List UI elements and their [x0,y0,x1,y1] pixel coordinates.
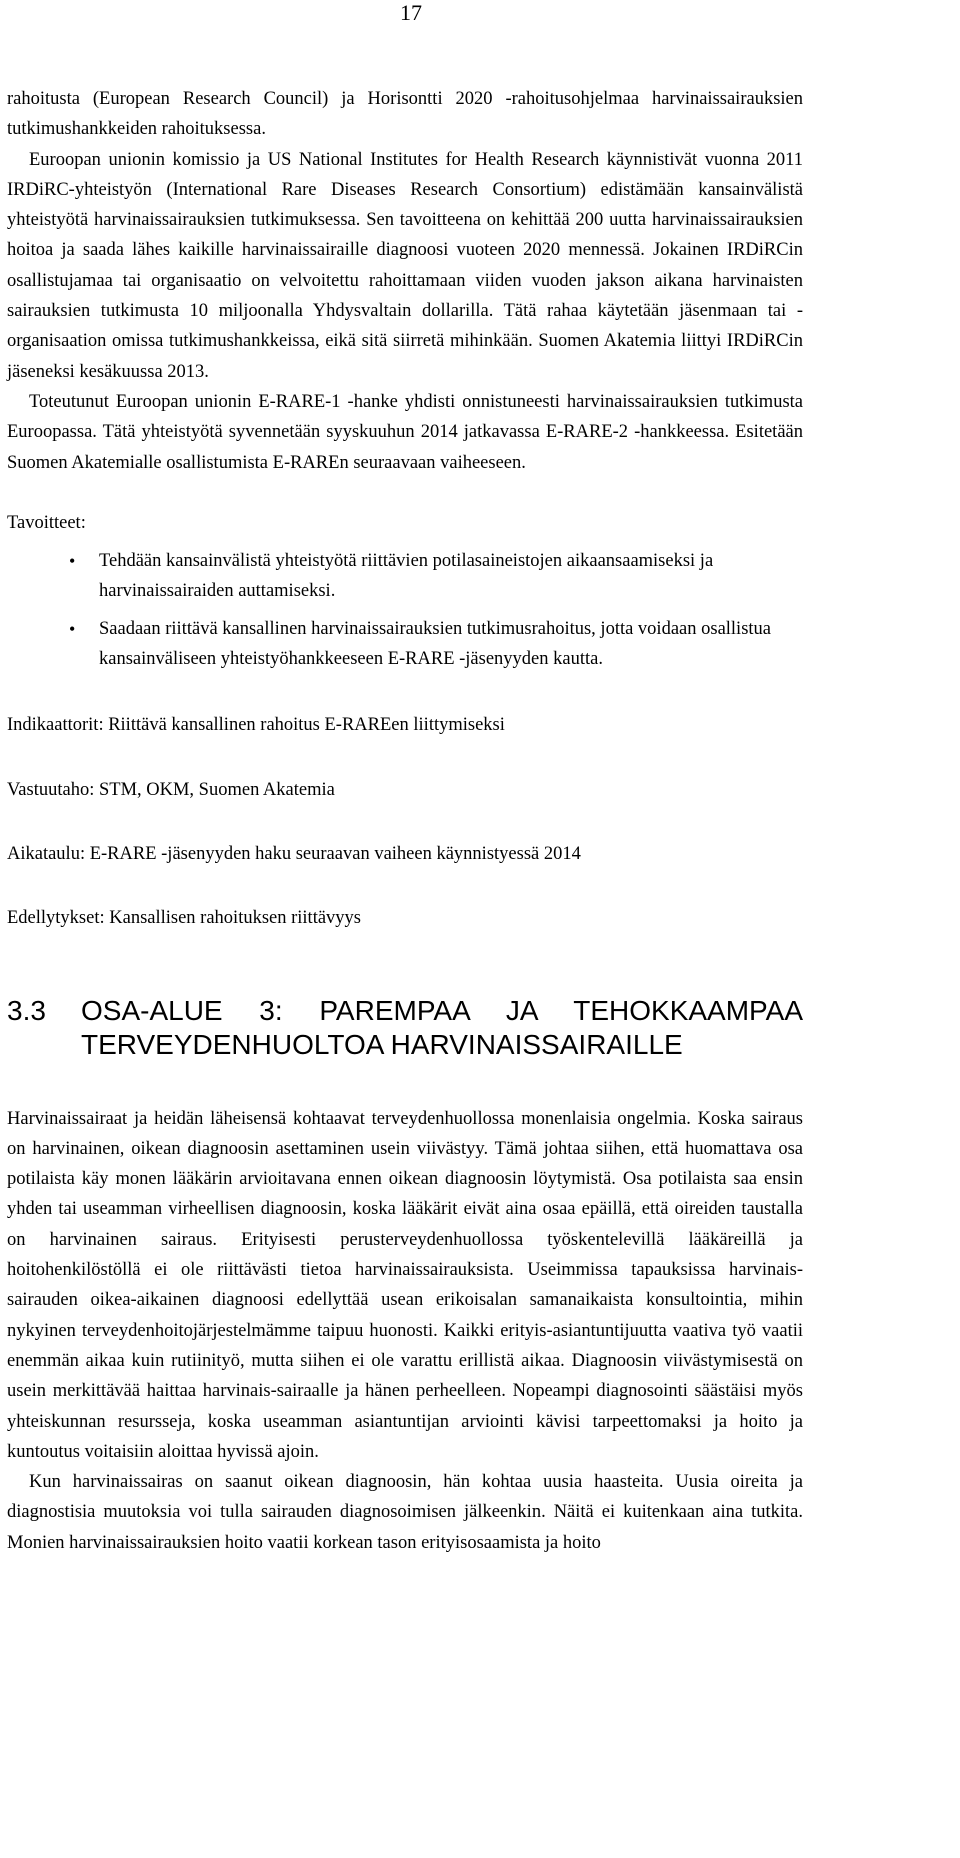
intro-paragraph-1: rahoitusta (European Research Council) ja Horisontti 2020 -rahoitusohjelmaa harvinaissairauksien tutkimushankkeiden rahoituksessa. [7,89,803,140]
bullet-icon: • [69,551,76,572]
responsible-line: Vastuutaho: STM, OKM, Suomen Akatemia [7,779,335,800]
goal-text: Saadaan riittävä kansallinen harvinaissairauksien tutkimusrahoitus, jotta voidaan osallistua kansainväliseen yhteistyöhankkeeseen E-RARE -jäsenyyden kautta. [99,618,771,670]
page-content [7,84,803,1558]
goal-text: Tehdään kansainvälistä yhteistyötä riittävien potilasaineistojen aikaansaamiseksi ja harvinaissairaiden auttamiseksi. [99,551,714,602]
bullet-icon: • [69,618,76,639]
prerequisites-line: Edellytykset: Kansallisen rahoituksen riittävyys [7,908,362,929]
goals-list [7,546,803,674]
section-body [7,1104,803,1558]
section-number: 3.3 [7,994,46,1026]
goal-item [7,546,803,607]
section-paragraph-1: Harvinaissairaat ja heidän läheisensä kohtaavat terveydenhuollossa monenlaisia ongelmia. Koska sairaus on harvinainen, oikean diagnoosin asettaminen usein viivästyy. Tämä johtaa siihen, että huomattava osa potilaista käy monen lääkärin arvioitavana ennen oikean diagnoosin löytymistä. Osa potilaista saa ensin yhden tai useamman virheellisen diagnoosin, koska lääkärit eivät aina osaa epäillä, että oireiden taustalla on harvinainen sairaus. Erityisesti perusterveydenhuollossa työskentelevillä lääkäreillä ja hoitohenkilöstöllä ei ole riittävästi tietoa harvinaissairauksista. Useimmissa tapauksissa harvinais- sairauden oikea-aikainen diagnoosi edellyttää usean erikoisalan samanaikaista konsultointia, mihin nykyinen terveydenhoitojärjestelmämme taipuu huonosti. Kaikki erityis-asiantuntijuutta vaativa työ vaatii enemmän aikaa kuin rutiinityö, mutta siihen ei ole varattu erillistä aikaa. Diagnoosin viivästymisestä on usein merkittävää haittaa harvinais-sairaalle ja hänen perheelleen. Nopeampi diagnosointi säästäisi myös yhteiskunnan resursseja, koska useamman asiantuntijan arviointi kävisi tarpeettomaksi ja hoito ja kuntoutus voitaisiin aloittaa hyvissä ajoin. [7,1108,803,1462]
intro-paragraph-3: Toteutunut Euroopan unionin E-RARE-1 -hanke yhdisti onnistuneesti harvinaissairauksien tutkimusta Euroopassa. Tätä yhteistyötä syvennetään syyskuuhun 2014 jatkavassa E-RARE-2 -hankkeessa. Esitetään Suomen Akatemialle osallistumista E-RAREn seuraavaan vaiheeseen. [7,391,803,473]
goal-item [7,614,803,675]
intro-paragraph-2: Euroopan unionin komissio ja US National Institutes for Health Research käynnistivät vuonna 2011 IRDiRC-yhteistyön (International Rare Diseases Research Consortium) edistämään kansainvälistä yhteistyötä harvinaissairauksien tutkimuksessa. Sen tavoitteena on kehittää 200 uutta harvinaissairauksien hoitoa ja saada lähes kaikille harvinaissairaille diagnoosi vuoteen 2020 mennessä. Jokainen IRDiRCin osallistujamaa tai organisaatio on velvoitettu rahoittamaan viiden vuoden jakson aikana harvinaisten sairauksien tutkimusta 10 miljoonalla Yhdysvaltain dollarilla. Tätä rahaa käytetään jäsenmaan tai -organisaation omissa tutkimushankkeissa, eikä sitä siirretä mihinkään. Suomen Akatemia liittyi IRDiRCin jäseneksi kesäkuussa 2013. [7,149,803,382]
goals-label: Tavoitteet: [7,512,86,533]
section-paragraph-2: Kun harvinaissairas on saanut oikean diagnoosin, hän kohtaa uusia haasteita. Uusia oireita ja diagnostisia muutoksia voi tulla sairauden diagnosoimisen jälkeenkin. Näitä ei kuitenkaan aina tutkita. Monien harvinaissairauksien hoito vaatii korkean tason erityisosaamista ja hoito [7,1472,803,1553]
indicators-line: Indikaattorit: Riittävä kansallinen rahoitus E-RAREen liittymiseksi [7,715,505,736]
page-number: 17 [400,0,422,25]
section-title: OSA-ALUE 3: PAREMPAA JA TEHOKKAAMPAA TERVEYDENHUOLTOA HARVINAISSAIRAILLE [81,994,803,1060]
schedule-line: Aikataulu: E-RARE -jäsenyyden haku seuraavan vaiheen käynnistyessä 2014 [7,843,581,864]
section-heading [7,994,803,1062]
